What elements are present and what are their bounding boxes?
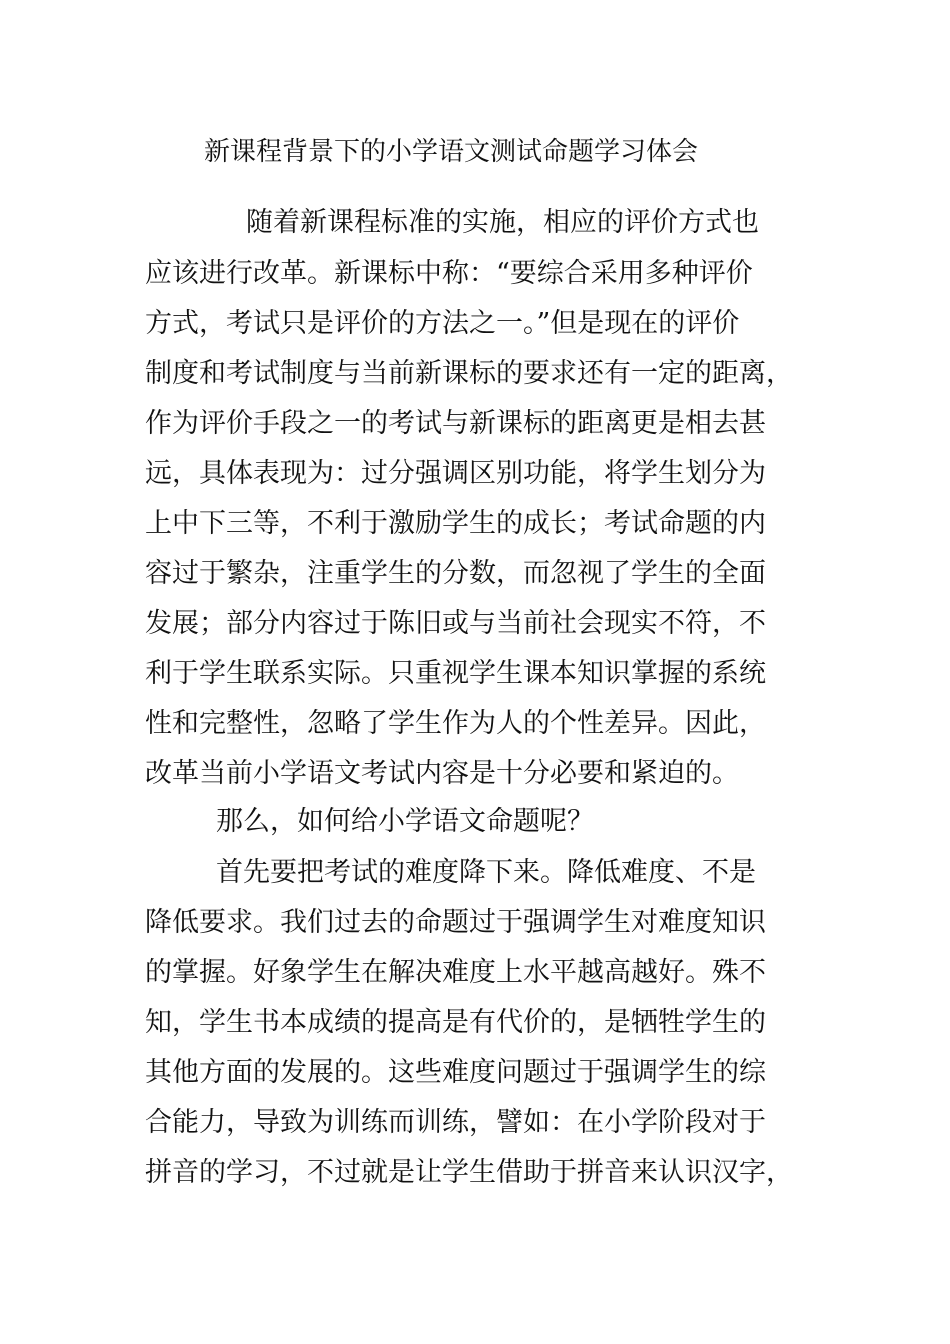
- paragraph-line: 随着新课程标准的实施，相应的评价方式也: [246, 207, 759, 238]
- paragraph-line: 降低要求。我们过去的命题过于强调学生对难度知识: [145, 907, 766, 938]
- paragraph-line: 利于学生联系实际。只重视学生课本知识掌握的系统: [145, 658, 766, 689]
- paragraph-line: 合能力，导致为训练而训练，譬如：在小学阶段对于: [145, 1107, 766, 1138]
- paragraph-line: 容过于繁杂，注重学生的分数，而忽视了学生的全面: [145, 558, 766, 589]
- paragraph-line: 方式，考试只是评价的方法之一。”但是现在的评价: [145, 308, 740, 339]
- paragraph-line: 应该进行改革。新课标中称：“要综合采用多种评价: [145, 258, 753, 289]
- document-title: 新课程背景下的小学语文测试命题学习体会: [204, 137, 699, 167]
- paragraph-line: 改革当前小学语文考试内容是十分必要和紧迫的。: [145, 758, 739, 789]
- paragraph-line: 那么，如何给小学语文命题呢？: [216, 806, 594, 837]
- paragraph-line: 发展；部分内容过于陈旧或与当前社会现实不符，不: [145, 608, 766, 639]
- paragraph-line: 性和完整性，忽略了学生作为人的个性差异。因此，: [145, 708, 766, 739]
- paragraph-line: 上中下三等，不利于激励学生的成长；考试命题的内: [145, 508, 766, 539]
- paragraph-line: 其他方面的发展的。这些难度问题过于强调学生的综: [145, 1057, 766, 1088]
- paragraph-line: 的掌握。好象学生在解决难度上水平越高越好。殊不: [145, 957, 766, 988]
- paragraph-line: 远，具体表现为：过分强调区别功能，将学生划分为: [145, 458, 766, 489]
- paragraph-line: 首先要把考试的难度降下来。降低难度、不是: [216, 857, 756, 888]
- paragraph-line: 拼音的学习，不过就是让学生借助于拼音来认识汉字，: [145, 1157, 793, 1188]
- paragraph-line: 知，学生书本成绩的提高是有代价的，是牺牲学生的: [145, 1007, 766, 1038]
- paragraph-line: 作为评价手段之一的考试与新课标的距离更是相去甚: [145, 408, 766, 439]
- paragraph-line: 制度和考试制度与当前新课标的要求还有一定的距离，: [145, 358, 793, 389]
